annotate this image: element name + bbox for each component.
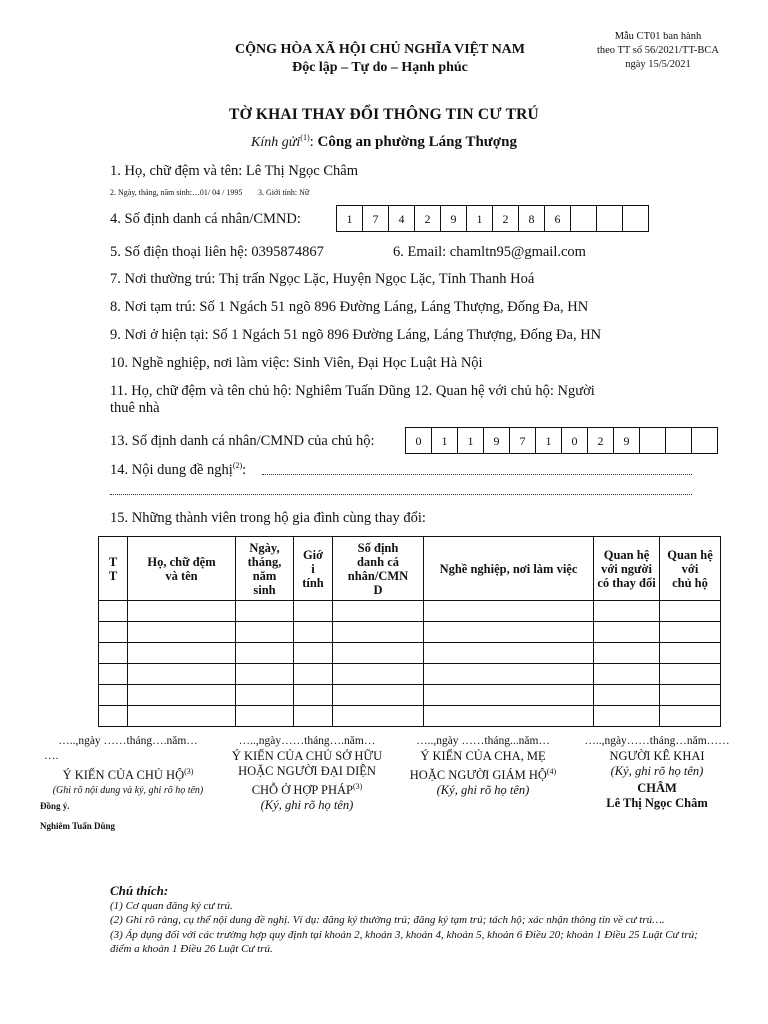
digit-box[interactable]: [666, 427, 692, 454]
field-members-label: 15. Những thành viên trong hộ gia đình cùng thay đổi:: [110, 510, 426, 526]
sig3-title-1: Ý KIẾN CỦA CHA, MẸ: [420, 749, 546, 763]
digit-box[interactable]: 1: [458, 427, 484, 454]
table-cell[interactable]: [594, 664, 660, 685]
table-cell[interactable]: [333, 622, 424, 643]
digit-box[interactable]: 1: [467, 205, 493, 232]
table-cell[interactable]: [660, 706, 721, 727]
table-header-text: T: [108, 568, 118, 583]
digit-box[interactable]: [597, 205, 623, 232]
digit-box[interactable]: [640, 427, 666, 454]
digit-box[interactable]: [571, 205, 597, 232]
table-cell[interactable]: [128, 622, 236, 643]
form-code-line-2: theo TT số 56/2021/TT-BCA: [596, 45, 720, 56]
sig3-date: …..,ngày ……tháng...năm…: [416, 735, 550, 747]
table-header-text: sinh: [253, 582, 276, 597]
field-request-note: (2): [232, 461, 243, 470]
digit-box[interactable]: 1: [536, 427, 562, 454]
notes-section: [110, 884, 710, 957]
field-request-label: 14. Nội dung đề nghị$^{(2)}$:: [110, 461, 247, 478]
table-header-text: D: [373, 582, 383, 597]
table-cell[interactable]: [99, 643, 128, 664]
table-header-text: với người: [601, 561, 652, 576]
table-header-text: có thay đổi: [597, 575, 656, 590]
table-cell[interactable]: [424, 643, 594, 664]
table-header-text: với: [681, 561, 699, 576]
table-cell[interactable]: [660, 643, 721, 664]
field-full-name[interactable]: 1. Họ, chữ đệm và tên: Lê Thị Ngọc Châm: [110, 163, 358, 179]
table-header-text: và tên: [165, 568, 198, 583]
table-cell[interactable]: [294, 706, 333, 727]
table-cell[interactable]: [333, 706, 424, 727]
table-header-text: Quan hệ: [603, 547, 650, 562]
field-occupation[interactable]: 10. Nghề nghiệp, nơi làm việc: Sinh Viên, Đại Học Luật Hà Nội: [110, 355, 483, 371]
table-cell[interactable]: [294, 622, 333, 643]
field-current-residence[interactable]: 9. Nơi ở hiện tại: Số 1 Ngách 51 ngõ 896 Đường Láng, Láng Thượng, Đống Đa, HN: [110, 327, 602, 343]
recipient-line: Kính gửi$^{(1)}$: Công an phường Láng Thượng: [251, 133, 517, 150]
table-cell[interactable]: [236, 664, 294, 685]
table-cell[interactable]: [128, 706, 236, 727]
sig1-note: (3): [184, 767, 194, 776]
digit-box[interactable]: 2: [588, 427, 614, 454]
table-header-text: tháng,: [247, 554, 282, 569]
digit-box[interactable]: 7: [510, 427, 536, 454]
table-cell[interactable]: [294, 685, 333, 706]
table-header-text: T: [108, 554, 118, 569]
table-header-cell: [333, 537, 424, 601]
digit-box[interactable]: 7: [363, 205, 389, 232]
digit-box[interactable]: 1: [337, 205, 363, 232]
table-cell[interactable]: [424, 685, 594, 706]
field-gender[interactable]: 3. Giới tính: Nữ: [258, 188, 310, 197]
table-cell[interactable]: [236, 706, 294, 727]
field-temporary-residence[interactable]: 8. Nơi tạm trú: Số 1 Ngách 51 ngõ 896 Đường Láng, Láng Thượng, Đống Đa, HN: [110, 299, 589, 315]
field-head-id-label: 13. Số định danh cá nhân/CMND của chủ hộ:: [110, 433, 375, 449]
sig4-title: NGƯỜI KÊ KHAI: [609, 749, 705, 763]
table-header-cell: [294, 537, 333, 601]
sig3-note: (4): [546, 767, 557, 776]
digit-box[interactable]: 2: [415, 205, 441, 232]
digit-box[interactable]: [623, 205, 649, 232]
table-cell[interactable]: [128, 643, 236, 664]
national-title: CỘNG HÒA XÃ HỘI CHỦ NGHĨA VIỆT NAM: [234, 42, 525, 57]
sig1-date-cont: ….: [44, 750, 59, 762]
sig2-note: (3): [352, 782, 363, 791]
table-cell[interactable]: [128, 685, 236, 706]
table-header-text: năm: [252, 568, 277, 583]
note-3: (3) Áp dụng đối với các trường hợp quy định tại khoản 2, khoản 3, khoản 4, khoản 5, khoản 6 Điều 20; khoản 1 Điều 25 Luật Cư trú; điểm a khoản 1 Điều 26 Luật Cư trú.: [110, 928, 698, 955]
table-cell[interactable]: [333, 685, 424, 706]
table-header-cell: [594, 537, 660, 601]
table-cell[interactable]: [236, 685, 294, 706]
table-cell[interactable]: [594, 622, 660, 643]
digit-box[interactable]: 8: [519, 205, 545, 232]
sig2-title-1: Ý KIẾN CỦA CHỦ SỞ HỮU: [231, 749, 383, 763]
sig4-subtitle: (Ký, ghi rõ họ tên): [610, 764, 704, 778]
note-1: (1) Cơ quan đăng ký cư trú.: [110, 899, 233, 912]
table-cell[interactable]: [594, 685, 660, 706]
table-cell[interactable]: [99, 664, 128, 685]
form-code-line-3: ngày 15/5/2021: [625, 59, 691, 70]
table-header-text: danh cá: [356, 554, 400, 569]
digit-box[interactable]: 9: [441, 205, 467, 232]
table-cell[interactable]: [660, 601, 721, 622]
table-cell[interactable]: [594, 601, 660, 622]
digit-box[interactable]: 1: [432, 427, 458, 454]
recipient-value: Công an phường Láng Thượng: [317, 134, 517, 150]
sig1-content: Đồng ý.: [40, 801, 70, 811]
sig2-title-2: HOẶC NGƯỜI ĐẠI DIỆN: [238, 764, 376, 778]
recipient-label: Kính gửi: [251, 135, 301, 150]
recipient-note: (1): [300, 133, 310, 142]
table-cell[interactable]: [424, 706, 594, 727]
sig1-name: Nghiêm Tuấn Dũng: [40, 821, 116, 831]
request-dotted-line-1[interactable]: [262, 474, 692, 475]
table-header-cell: [424, 537, 594, 601]
field-birth-date[interactable]: 2. Ngày, tháng, năm sinh:…01/ 04 / 1995: [110, 188, 243, 197]
sig3-subtitle: (Ký, ghi rõ họ tên): [436, 783, 530, 798]
table-row: [99, 622, 721, 643]
sig4-date: …..,ngày……tháng…năm……: [584, 735, 730, 747]
sig4-name: Lê Thị Ngọc Châm: [606, 796, 708, 810]
sig1-subtitle: (Ghi rõ nội dung và ký, ghi rõ họ tên): [52, 785, 204, 797]
table-header-cell: [128, 537, 236, 601]
table-cell[interactable]: [594, 706, 660, 727]
sig1-date: …..,ngày ……tháng….năm…: [58, 735, 198, 747]
table-cell[interactable]: [594, 643, 660, 664]
table-header-cell: [99, 537, 128, 601]
field-household-relation[interactable]: thuê nhà: [110, 400, 160, 416]
signature-owner: [222, 734, 392, 813]
field-email[interactable]: 6. Email: chamltn95@gmail.com: [393, 244, 586, 260]
table-header-text: nhân/CMN: [347, 568, 409, 583]
request-dotted-line-2[interactable]: [110, 494, 692, 495]
table-header-text: chủ hộ: [672, 575, 708, 590]
table-cell[interactable]: [424, 664, 594, 685]
table-header-text: Họ, chữ đệm: [147, 554, 216, 569]
note-2: (2) Ghi rõ ràng, cụ thể nội dung đề nghị. Ví dụ: đăng ký thường trú; đăng ký tạm trú; tách hộ; xác nhận thông tin về cư trú….: [110, 914, 665, 926]
form-code-line-1: Mẫu CT01 ban hành: [614, 31, 702, 42]
table-row: [99, 664, 721, 685]
field-head-id-boxes[interactable]: [405, 427, 718, 454]
table-cell[interactable]: [294, 664, 333, 685]
table-row: [99, 601, 721, 622]
sig4-signature: CHÂM: [637, 781, 677, 795]
table-header-text: Ngày,: [249, 540, 280, 555]
field-id-label: 4. Số định danh cá nhân/CMND:: [110, 211, 301, 227]
form-code: [578, 30, 738, 72]
table-cell[interactable]: [99, 601, 128, 622]
sig2-title-3: CHỖ Ở HỢP PHÁP: [251, 783, 353, 798]
table-cell[interactable]: [294, 643, 333, 664]
digit-box[interactable]: 9: [484, 427, 510, 454]
table-cell[interactable]: [660, 664, 721, 685]
table-cell[interactable]: [99, 622, 128, 643]
table-cell[interactable]: [294, 601, 333, 622]
table-cell[interactable]: [333, 643, 424, 664]
digit-box[interactable]: 4: [389, 205, 415, 232]
table-header-text: Nghề nghiệp, nơi làm việc: [439, 561, 578, 576]
digit-box[interactable]: 0: [406, 427, 432, 454]
table-header-cell: [660, 537, 721, 601]
table-cell[interactable]: [424, 601, 594, 622]
notes-title: Chú thích:: [110, 883, 169, 898]
table-row: [99, 685, 721, 706]
digit-box[interactable]: 0: [562, 427, 588, 454]
table-cell[interactable]: [236, 622, 294, 643]
table-cell[interactable]: [236, 601, 294, 622]
field-phone[interactable]: 5. Số điện thoại liên hệ: 0395874867: [110, 244, 324, 260]
field-permanent-residence[interactable]: 7. Nơi thường trú: Thị trấn Ngọc Lặc, Huyện Ngọc Lặc, Tỉnh Thanh Hoá: [110, 271, 535, 287]
table-header-text: Số định: [357, 540, 399, 555]
digit-box[interactable]: [692, 427, 718, 454]
field-id-boxes[interactable]: [336, 205, 649, 232]
document-title: TỜ KHAI THAY ĐỔI THÔNG TIN CƯ TRÚ: [229, 106, 539, 123]
table-cell[interactable]: [424, 622, 594, 643]
table-row: [99, 706, 721, 727]
table-header-cell: [236, 537, 294, 601]
national-motto: Độc lập – Tự do – Hạnh phúc: [292, 60, 468, 75]
signature-declarant: [582, 734, 732, 811]
signature-household-head: [38, 734, 218, 798]
table-cell[interactable]: [333, 664, 424, 685]
digit-box[interactable]: 6: [545, 205, 571, 232]
sig1-title: Ý KIẾN CỦA CHỦ HỘ: [62, 768, 185, 783]
table-header-text: Quan hệ: [667, 547, 713, 562]
sig3-title-2: HOẶC NGƯỜI GIÁM HỘ: [409, 768, 547, 783]
table-cell[interactable]: [128, 601, 236, 622]
digit-box[interactable]: 2: [493, 205, 519, 232]
table-cell[interactable]: [99, 706, 128, 727]
sig2-subtitle: (Ký, ghi rõ họ tên): [260, 798, 354, 813]
digit-box[interactable]: 9: [614, 427, 640, 454]
table-cell[interactable]: [660, 685, 721, 706]
table-cell[interactable]: [660, 622, 721, 643]
table-cell[interactable]: [128, 664, 236, 685]
table-header-text: i: [311, 561, 315, 576]
sig2-date: …..,ngày……tháng….năm…: [238, 735, 376, 747]
table-header-text: tính: [302, 575, 324, 590]
table-row: [99, 643, 721, 664]
table-cell[interactable]: [236, 643, 294, 664]
signature-guardian: [398, 734, 568, 798]
table-cell[interactable]: [99, 685, 128, 706]
field-household-head[interactable]: 11. Họ, chữ đệm và tên chủ hộ: Nghiêm Tuấn Dũng 12. Quan hệ với chủ hộ: Người: [110, 383, 595, 399]
field-request-label-text: 14. Nội dung đề nghị: [110, 461, 233, 478]
members-table: [98, 536, 721, 727]
table-header-text: Giớ: [302, 547, 324, 562]
members-table-header: [99, 537, 721, 601]
table-cell[interactable]: [333, 601, 424, 622]
